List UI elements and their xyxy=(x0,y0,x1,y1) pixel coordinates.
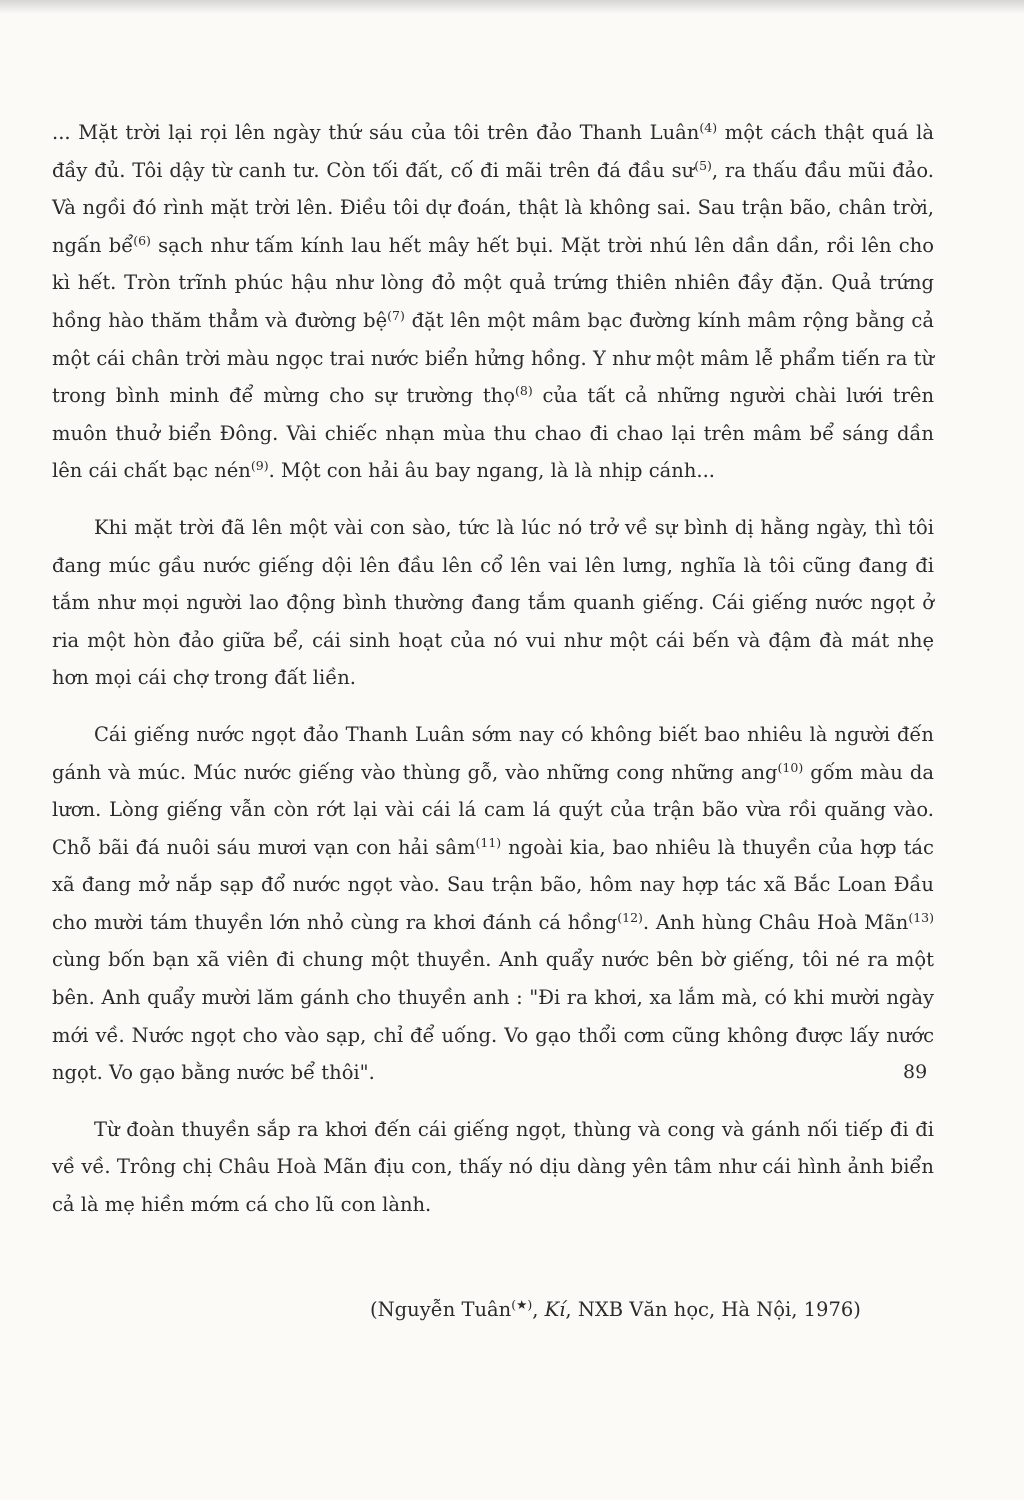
text-segment: . Anh hùng Châu Hoà Mãn xyxy=(642,910,909,934)
footnote-ref: (5) xyxy=(694,157,712,173)
text-segment: ngoài kia, bao nhiêu là thuyền của hợp tác xã đang mở nắp sạp đổ nước ngọt vào. Sau trận bão, hôm nay hợp tác xã Bắc Loan Đầu cho mười tám thuyền lớn nhỏ cùng ra khơi đánh cá hồng xyxy=(52,835,934,934)
text-segment: ... Mặt trời lại rọi lên ngày thứ sáu của tôi trên đảo Thanh Luân xyxy=(52,121,700,144)
scan-edge-shadow xyxy=(0,0,1024,14)
text-segment: sạch như tấm kính lau hết mây hết bụi. Mặt trời nhú lên dần dần, rồi lên cho kì hết. Tròn trĩnh phúc hậu như lòng đỏ một quả trứng thiên nhiên đầy đặn. Quả trứng hồng hào thăm thẳm và đường bệ xyxy=(52,233,934,332)
text-segment: . Một con hải âu bay ngang, là là nhịp cánh... xyxy=(268,459,715,483)
footnote-ref: (11) xyxy=(475,834,502,850)
body-text xyxy=(52,114,934,1224)
paragraph-2 xyxy=(52,509,934,697)
citation-work: Kí xyxy=(544,1298,566,1321)
text-segment: cùng bốn bạn xã viên đi chung một thuyền. Anh quẩy nước bên bờ giếng, tôi né ra một bên. Anh quẩy mười lăm gánh cho thuyền anh : "Đi ra khơi, xa lắm mà, có khi mười ngày mới về. Nước ngọt cho vào sạp, chỉ để uống. Vo gạo thổi cơm cũng không được lấy nước ngọt. Vo gạo bằng nước bể thôi". xyxy=(52,948,934,1085)
citation-publisher: , NXB Văn học, Hà Nội, 1976) xyxy=(565,1298,861,1321)
footnote-ref: (8) xyxy=(514,383,533,399)
page-number: 89 xyxy=(903,1061,928,1083)
footnote-ref: (9) xyxy=(250,458,269,474)
footnote-ref: (4) xyxy=(699,120,718,135)
footnote-ref: (6) xyxy=(133,232,151,248)
author-note-ref: (★) xyxy=(511,1297,533,1312)
text-segment: gốm màu da lươn. Lòng giếng vẫn còn rớt lại vài cái lá cam lá quýt của trận bão vừa rồi quăng vào. Chỗ bãi đá nuôi sáu mươi vạn con hải sâm xyxy=(52,760,934,859)
citation-separator: , xyxy=(532,1298,545,1321)
citation-author: (Nguyễn Tuân xyxy=(370,1298,512,1321)
source-citation xyxy=(370,1291,890,1329)
text-segment: Khi mặt trời đã lên một vài con sào, tức là lúc nó trở về sự bình dị hằng ngày, thì tôi đang múc gầu nước giếng dội lên đầu lên cổ lên vai lên lưng, nghĩa là tôi cũng đang đi tắm như mọi người lao động bình thường đang tắm quanh giếng. Cái giếng nước ngọt ở ria một hòn đảo giữa bể, cái sinh hoạt của nó vui như một cái bến và đậm đà mát nhẹ hơn mọi cái chợ trong đất liền. xyxy=(52,515,934,690)
text-segment: Cái giếng nước ngọt đảo Thanh Luân sớm nay có không biết bao nhiêu là người đến gánh và múc. Múc nước giếng vào thùng gỗ, vào những cong những ang xyxy=(52,722,934,784)
text-segment: , ra thấu đầu mũi đảo. Và ngồi đó rình mặt trời lên. Điều tôi dự đoán, thật là không sai. Sau trận bão, chân trời, ngấn bể xyxy=(52,158,934,257)
text-segment: của tất cả những người chài lưới trên muôn thuở biển Đông. Vài chiếc nhạn mùa thu chao đi chao lại trên mâm bể sáng dần lên cái chất bạc nén xyxy=(52,384,935,483)
text-segment: một cách thật quá là đầy đủ. Tôi dậy từ canh tư. Còn tối đất, cố đi mãi trên đá đầu sư xyxy=(52,121,934,182)
footnote-ref: (7) xyxy=(387,307,405,323)
paragraph-1 xyxy=(52,114,934,490)
footnote-ref: (12) xyxy=(617,909,643,925)
text-segment: đặt lên một mâm bạc đường kính mâm rộng bằng cả một cái chân trời màu ngọc trai nước biển hửng hồng. Y như một mâm lễ phẩm tiến ra từ trong bình minh để mừng cho sự trường thọ xyxy=(52,308,934,408)
text-segment: Từ đoàn thuyền sắp ra khơi đến cái giếng ngọt, thùng và cong và gánh nối tiếp đi đi về về. Trông chị Châu Hoà Mãn địu con, thấy nó dịu dàng yên tâm như cái hình ảnh biển cả là mẹ hiền mớm cá cho lũ con lành. xyxy=(52,1117,934,1217)
footnote-ref: (10) xyxy=(777,759,804,775)
paragraph-3 xyxy=(52,716,934,1092)
footnote-ref: (13) xyxy=(908,909,934,925)
paragraph-4 xyxy=(52,1111,934,1224)
